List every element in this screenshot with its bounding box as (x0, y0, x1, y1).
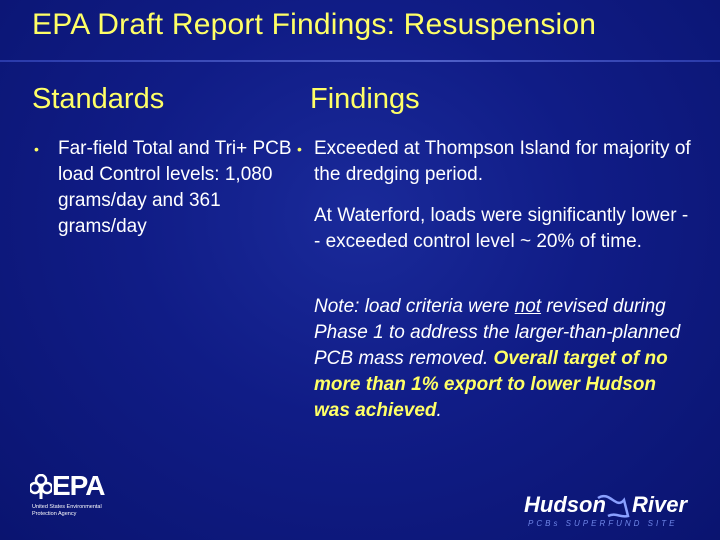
epa-letters: EPA (52, 470, 105, 501)
findings-bullet (297, 136, 697, 188)
epa-flower-icon (30, 474, 52, 500)
bullet-icon: • (297, 141, 302, 157)
slide-title: EPA Draft Report Findings: Resuspension (32, 8, 597, 41)
note-prefix: Note: load criteria were (314, 296, 515, 317)
standards-bullet (34, 136, 296, 240)
hudson-word: Hudson (524, 492, 606, 517)
hudson-river-wordmark (520, 488, 700, 532)
note-end: . (436, 400, 442, 421)
epa-agency-line1: United States Environmental (32, 504, 102, 510)
hudson-river-logo (520, 488, 700, 532)
river-word: River (632, 492, 688, 517)
waterford-paragraph: At Waterford, loads were significantly lower -- exceeded control level ~ 20% of time. (314, 205, 689, 252)
note-emphasis: Overall target of no more than 1% export to lower Hudson was achieved (314, 348, 668, 421)
standards-text: Far-field Total and Tri+ PCB load Control levels: 1,080 grams/day and 361 grams/day (58, 138, 292, 237)
note-underlined: not (514, 296, 542, 317)
epa-logo (30, 470, 120, 522)
epa-agency-line2: Protection Agency (32, 510, 77, 517)
findings-text: Exceeded at Thompson Island for majority of the dredging period. (314, 138, 691, 185)
standards-heading: Standards (32, 83, 165, 115)
findings-heading: Findings (310, 83, 420, 115)
note-middle: revised during Phase 1 to address the larger-than-planned PCB mass removed. (314, 296, 681, 369)
epa-agency-name (32, 504, 122, 517)
note-paragraph (314, 294, 694, 424)
bullet-icon: • (34, 141, 39, 157)
title-divider (0, 60, 720, 62)
superfund-tagline: PCBs SUPERFUND SITE (528, 519, 678, 528)
